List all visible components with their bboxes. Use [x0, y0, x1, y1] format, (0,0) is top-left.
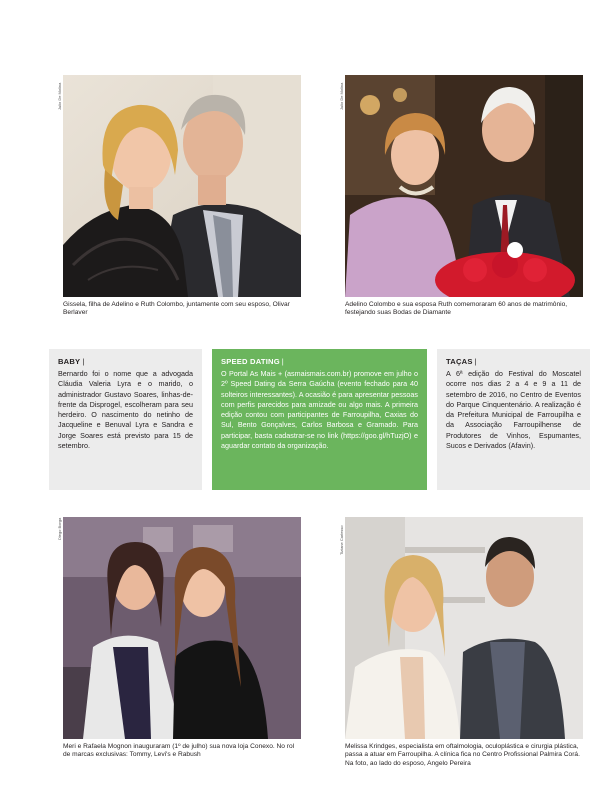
photo-credit-1: Julio De Molina: [57, 82, 62, 110]
box-heading-baby: BABY |: [58, 357, 85, 366]
photo-meri-rafaela: [63, 517, 301, 739]
box-text-baby: Bernardo foi o nome que a advogada Cláudia Valeria Lyra e o marido, o administrador Gustavo Soares, linhas-de-frente da Disprogel, escolheram para seu herdeiro. O nascimento do netinho de Jacqueline e Benuval Lyra e Sandra e Jorge Soares está previsto para 15 de setembro.: [58, 369, 193, 451]
box-heading-speed-dating: SPEED DATING |: [221, 357, 284, 366]
photo-caption-3: Meri e Rafaela Mognon inauguraram (1º de julho) sua nova loja Conexo. No rol de marcas exclusivas: Tommy, Levi's e Rabush: [63, 743, 295, 759]
photo-caption-4: Melissa Krindges, especialista em oftalmologia, oculoplástica e cirurgia plástica, passa a atuar em Farroupilha. A clínica fica no Centro Profissional Palmira Corá. Na foto, ao lado do esposo, Angelo Pereira: [345, 743, 580, 767]
photo-couple-gissela: [63, 75, 301, 297]
box-heading-tacas: TAÇAS |: [446, 357, 477, 366]
box-text-speed-dating: O Portal As Mais + (asmaismais.com.br) promove em julho o 2º Speed Dating da Serra Gaúcha (evento fechado para 40 solteiros interessantes). A ocasião é para apresentar pessoas com perfis parecidos para amizade ou algo mais. A primeira edição contou com participantes de Farroupilha, Caxias do Sul, Bento Gonçalves, Carlos Barbosa e Gramado. Para participar, basta cadastrar-se no link (https://goo.gl/hTuzjO) e aguardar contato da organização.: [221, 369, 418, 451]
photo-credit-3: Diego Borga: [57, 517, 62, 540]
photo-melissa-angelo: [345, 517, 583, 739]
note-box-speed-dating: [212, 349, 427, 490]
photo-caption-2: Adelino Colombo e sua esposa Ruth comemoraram 60 anos de matrimônio, festejando suas Bodas de Diamante: [345, 301, 568, 317]
note-box-baby: [49, 349, 202, 490]
note-box-tacas: [437, 349, 590, 490]
photo-caption-1: Gissela, filha de Adelino e Ruth Colombo, juntamente com seu esposo, Olivar Berlaver: [63, 301, 290, 317]
photo-credit-4: Tiziane Carlesso: [339, 525, 344, 555]
box-text-tacas: A 6ª edição do Festival do Moscatel ocorre nos dias 2 a 4 e 9 a 11 de setembro de 2016, no Centro de Eventos do Parque Cinquentenário. A realização é da Prefeitura Municipal de Farroupilha e da Associação Farroupilhense de Produtores de Vinhos, Espumantes, Sucos e Derivados (Afavin).: [446, 369, 581, 451]
photo-couple-adelino-ruth: [345, 75, 583, 297]
photo-credit-2: Julio De Molina: [339, 82, 344, 110]
